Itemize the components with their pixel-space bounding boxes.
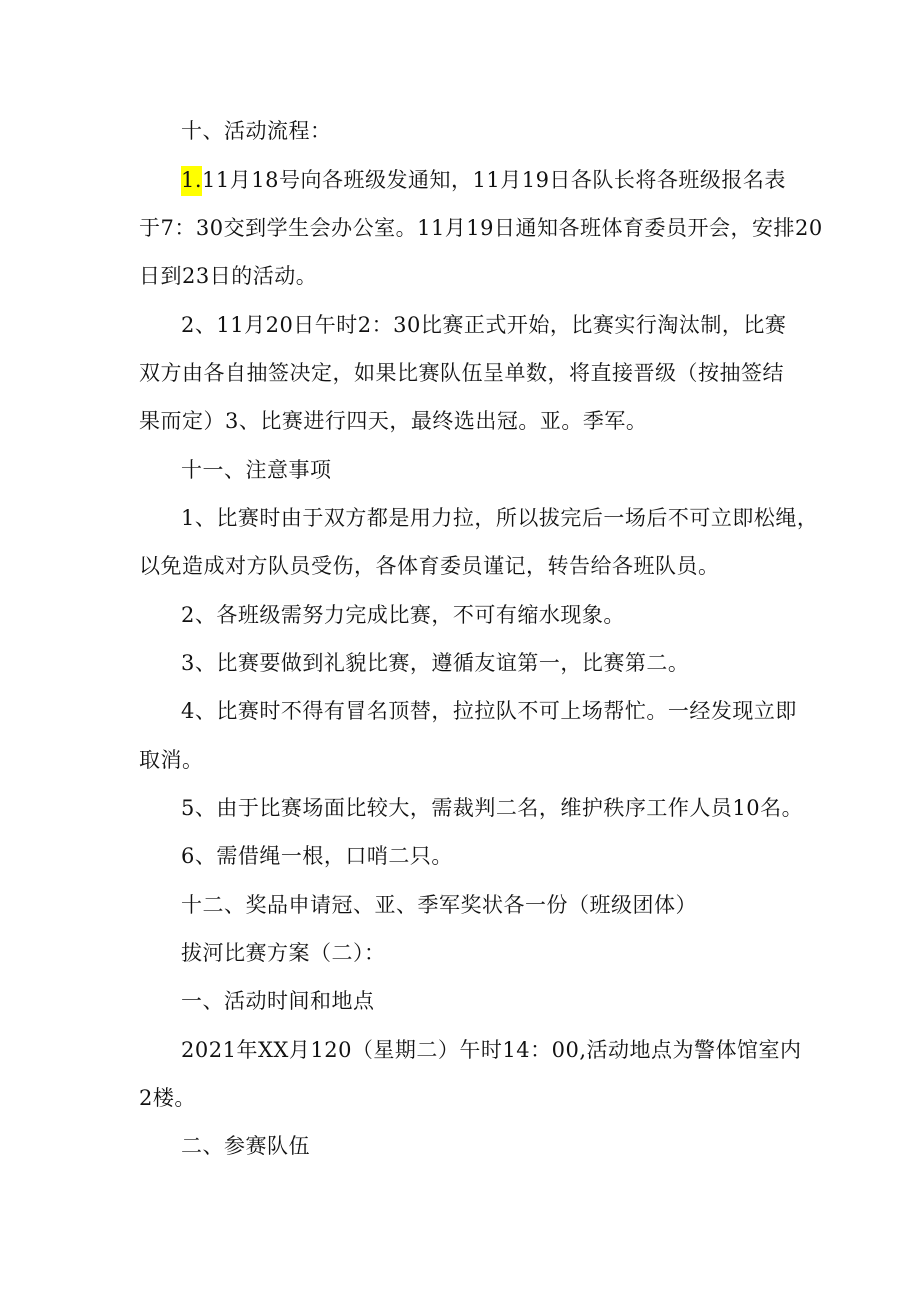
section-heading-2: 二、参赛队伍 [181, 1134, 310, 1158]
paragraph-line: 双方由各自抽签决定，如果比赛队伍呈单数，将直接晋级（按抽签结 [139, 361, 784, 385]
highlighted-number: 1. [181, 166, 202, 196]
paragraph-line: 3、比赛要做到礼貌比赛，遵循友谊第一，比赛第二。 [181, 651, 690, 675]
section-heading-11: 十一、注意事项 [181, 458, 332, 482]
paragraph-line [0, 165, 920, 195]
section-heading-12: 十二、奖品申请冠、亚、季军奖状各一份（班级团体） [181, 893, 697, 917]
paragraph-line: 果而定）3、比赛进行四天，最终选出冠。亚。季军。 [139, 409, 648, 433]
paragraph-text: 11月18号向各班级发通知，11月19日各队长将各班级报名表 [202, 168, 786, 192]
paragraph-line: 2楼。 [139, 1086, 196, 1110]
paragraph-line: 2、各班级需努力完成比赛，不可有缩水现象。 [181, 603, 625, 627]
paragraph-line: 2021年XX月120（星期二）午时14：00,活动地点为警体馆室内 [181, 1038, 802, 1062]
paragraph-line: 以免造成对方队员受伤，各体育委员谨记，转告给各班队员。 [139, 554, 720, 578]
section-heading-10: 十、活动流程： [181, 119, 332, 143]
paragraph-line: 4、比赛时不得有冒名顶替，拉拉队不可上场帮忙。一经发现立即 [181, 699, 797, 723]
paragraph-line: 5、由于比赛场面比较大，需裁判二名，维护秩序工作人员10名。 [181, 796, 804, 820]
paragraph-line: 于7：30交到学生会办公室。11月19日通知各班体育委员开会，安排20 [139, 216, 823, 240]
paragraph-line: 6、需借绳一根，口哨二只。 [181, 844, 453, 868]
paragraph-line: 日到23日的活动。 [139, 264, 318, 288]
document-subtitle: 拔河比赛方案（二）： [181, 941, 386, 965]
section-heading-1: 一、活动时间和地点 [181, 989, 375, 1013]
paragraph-line: 1、比赛时由于双方都是用力拉，所以拔完后一场后不可立即松绳， [181, 506, 819, 530]
paragraph-line: 2、11月20日午时2：30比赛正式开始，比赛实行淘汰制，比赛 [181, 313, 787, 337]
paragraph-line: 取消。 [139, 748, 204, 772]
